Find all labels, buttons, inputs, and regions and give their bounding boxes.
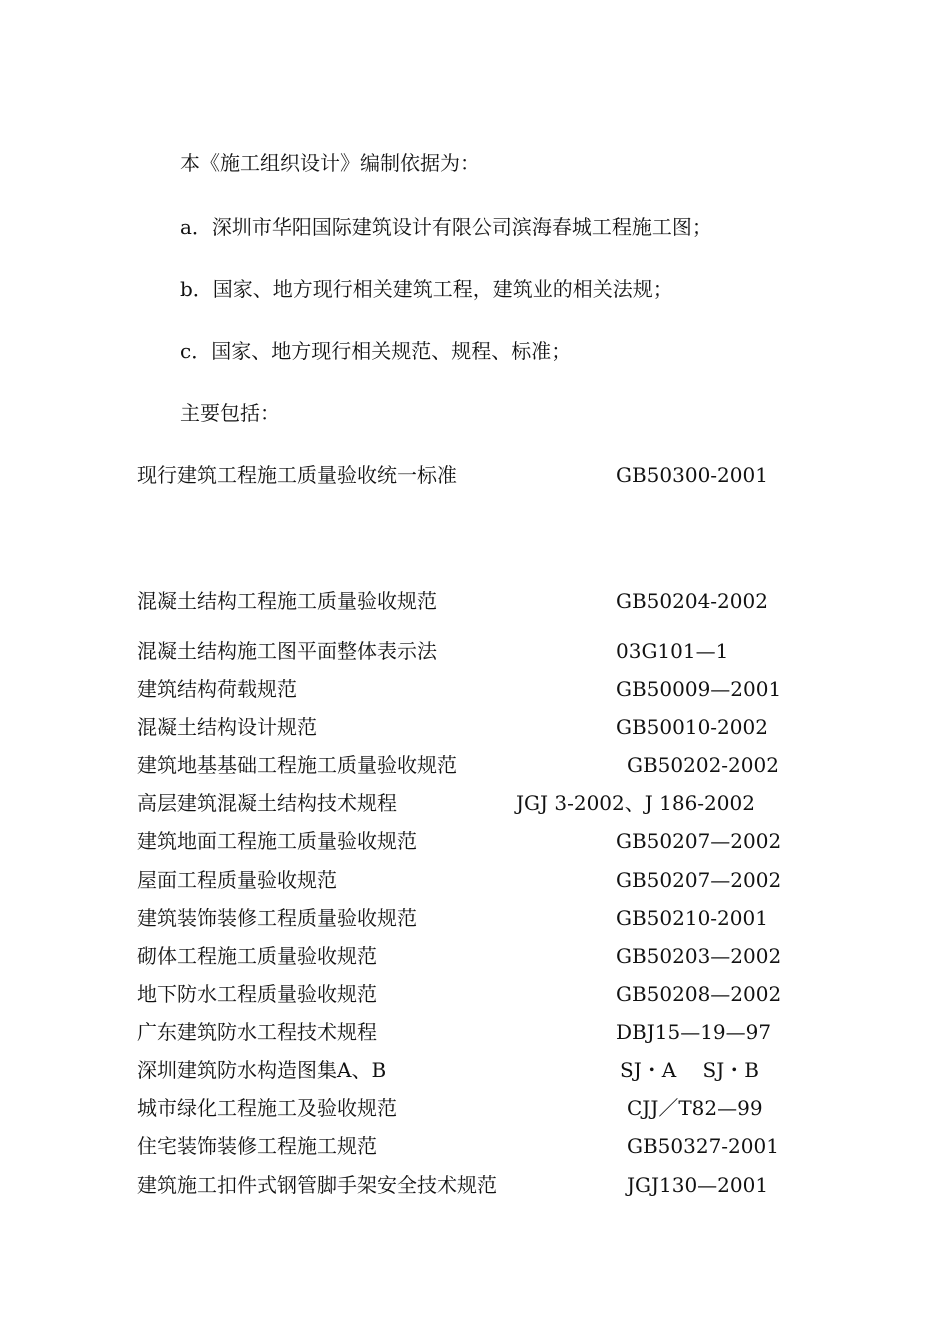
standard-code: 03G101—1 [616,639,729,663]
standard-name: 屋面工程质量验收规范 [137,868,337,892]
standard-code: JGJ130—2001 [627,1173,769,1197]
standard-code: GB50208—2002 [616,982,782,1006]
standard-name: 建筑施工扣件式钢管脚手架安全技术规范 [137,1173,497,1197]
standard-name: 建筑地基基础工程施工质量验收规范 [137,753,457,777]
standard-code: GB50207—2002 [616,829,782,853]
standard-name: 建筑结构荷载规范 [137,677,297,701]
standard-code: GB50207—2002 [616,868,782,892]
standard-code: GB50210-2001 [616,906,768,930]
standard-name: 城市绿化工程施工及验收规范 [137,1096,397,1120]
standard-code: GB50009—2001 [616,677,782,701]
standard-code: GB50202-2002 [627,753,779,777]
standard-name: 建筑地面工程施工质量验收规范 [137,829,417,853]
main-includes-heading: 主要包括： [180,401,280,425]
standard-name: 建筑装饰装修工程质量验收规范 [137,906,417,930]
standard-code: GB50010-2002 [616,715,768,739]
standard-code: SJ・A SJ・B [620,1058,759,1082]
standard-code: GB50204-2002 [616,589,768,613]
standard-name: 砌体工程施工质量验收规范 [137,944,377,968]
basis-item-c: c．国家、地方现行相关规范、规程、标准； [180,339,572,363]
standard-name: 混凝土结构施工图平面整体表示法 [137,639,437,663]
standard-code: CJJ／T82—99 [627,1096,763,1120]
standard-code: DBJ15—19—97 [616,1020,772,1044]
standard-code: JGJ 3-2002、J 186-2002 [516,791,755,815]
standard-name: 混凝土结构工程施工质量验收规范 [137,589,437,613]
standard-name: 广东建筑防水工程技术规程 [137,1020,377,1044]
standard-code: GB50300-2001 [616,463,768,487]
standard-name: 现行建筑工程施工质量验收统一标准 [137,463,457,487]
basis-item-a: a．深圳市华阳国际建筑设计有限公司滨海春城工程施工图； [180,215,712,239]
standard-name: 地下防水工程质量验收规范 [137,982,377,1006]
standard-code: GB50203—2002 [616,944,782,968]
standard-name: 住宅装饰装修工程施工规范 [137,1134,377,1158]
standard-name: 深圳建筑防水构造图集A、B [137,1058,387,1082]
basis-title: 本《施工组织设计》编制依据为： [180,151,480,175]
standard-code: GB50327-2001 [627,1134,779,1158]
basis-item-b: b．国家、地方现行相关建筑工程，建筑业的相关法规； [180,277,673,301]
standard-name: 高层建筑混凝土结构技术规程 [137,791,397,815]
standard-name: 混凝土结构设计规范 [137,715,317,739]
